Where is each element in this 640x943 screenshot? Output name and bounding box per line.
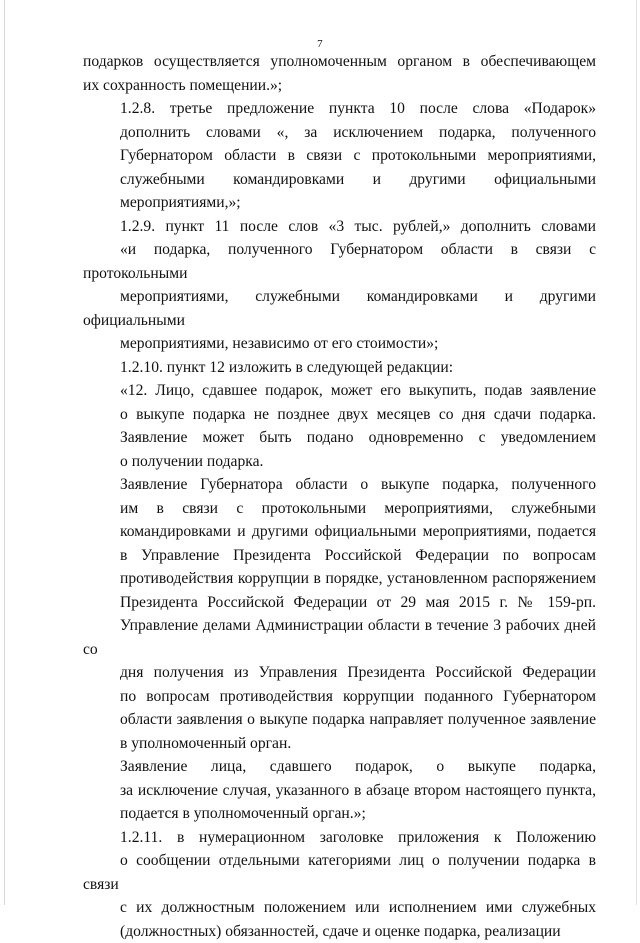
text-line: дня получения из Управления Президента Российской Федерации	[83, 661, 596, 685]
text-line: 1.2.9. пункт 11 после слов «3 тыс. рублей,» дополнить словами	[83, 215, 596, 239]
scan-edge-right	[636, 0, 637, 905]
paragraph	[83, 215, 596, 356]
text-line: их сохранность помещении.»;	[83, 74, 596, 98]
text-line: «12. Лицо, сдавшее подарок, может его выкупить, подав заявление	[83, 379, 596, 403]
text-line: о выкупе подарка не позднее двух месяцев со дня сдачи подарка.	[83, 403, 596, 427]
text-line: Губернатором области в связи с протокольными мероприятиями,	[83, 144, 596, 168]
text-line: Заявление может быть подано одновременно с уведомлением	[83, 426, 596, 450]
text-line: Заявление лица, сдавшего подарок, о выкупе подарка,	[83, 755, 596, 779]
text-line: (должностных) обязанностей, сдаче и оценке подарка, реализации	[83, 920, 596, 943]
text-line: мероприятиями, независимо от его стоимости»;	[83, 332, 596, 356]
paragraph	[83, 473, 596, 755]
text-line: о сообщении отдельными категориями лиц о получении подарка в связи	[83, 849, 596, 896]
text-line: мероприятиями,»;	[83, 191, 596, 215]
paragraph	[83, 379, 596, 473]
document-body	[83, 50, 596, 943]
text-line: противодействия коррупции в порядке, установленном распоряжением	[83, 567, 596, 591]
text-line: подарков осуществляется уполномоченным органом в обеспечивающем	[83, 50, 596, 74]
text-line: Заявление Губернатора области о выкупе подарка, полученного	[83, 473, 596, 497]
text-line: дополнить словами «, за исключением подарка, полученного	[83, 121, 596, 145]
text-line: о получении подарка.	[83, 450, 596, 474]
text-line: «и подарка, полученного Губернатором области в связи с протокольными	[83, 238, 596, 285]
paragraph	[83, 50, 596, 97]
paragraph	[83, 97, 596, 215]
text-line: 1.2.8. третье предложение пункта 10 после слова «Подарок»	[83, 97, 596, 121]
text-line: подается в уполномоченный орган.»;	[83, 802, 596, 826]
text-line: области заявления о выкупе подарка направляет полученное заявление	[83, 708, 596, 732]
text-line: в Управление Президента Российской Федерации по вопросам	[83, 544, 596, 568]
paragraph	[83, 356, 596, 380]
text-line: с их должностным положением или исполнением ими служебных	[83, 896, 596, 920]
text-line: 1.2.10. пункт 12 изложить в следующей редакции:	[83, 356, 596, 380]
text-line: командировками и другими официальными мероприятиями, подается	[83, 520, 596, 544]
text-line: мероприятиями, служебными командировками и другими официальными	[83, 285, 596, 332]
text-line: служебными командировками и другими официальными	[83, 168, 596, 192]
text-line: по вопросам противодействия коррупции поданного Губернатором	[83, 685, 596, 709]
text-line: в уполномоченный орган.	[83, 732, 596, 756]
text-line: Президента Российской Федерации от 29 мая 2015 г. № 159-рп.	[83, 591, 596, 615]
scan-edge-left	[4, 0, 5, 905]
text-line: за исключение случая, указанного в абзаце втором настоящего пункта,	[83, 779, 596, 803]
text-line: Управление делами Администрации области в течение 3 рабочих дней со	[83, 614, 596, 661]
text-line: им в связи с протокольными мероприятиями, служебными	[83, 497, 596, 521]
paragraph	[83, 755, 596, 826]
text-line: 1.2.11. в нумерационном заголовке приложения к Положению	[83, 826, 596, 850]
paragraph	[83, 826, 596, 943]
page-number: 7	[0, 38, 640, 50]
